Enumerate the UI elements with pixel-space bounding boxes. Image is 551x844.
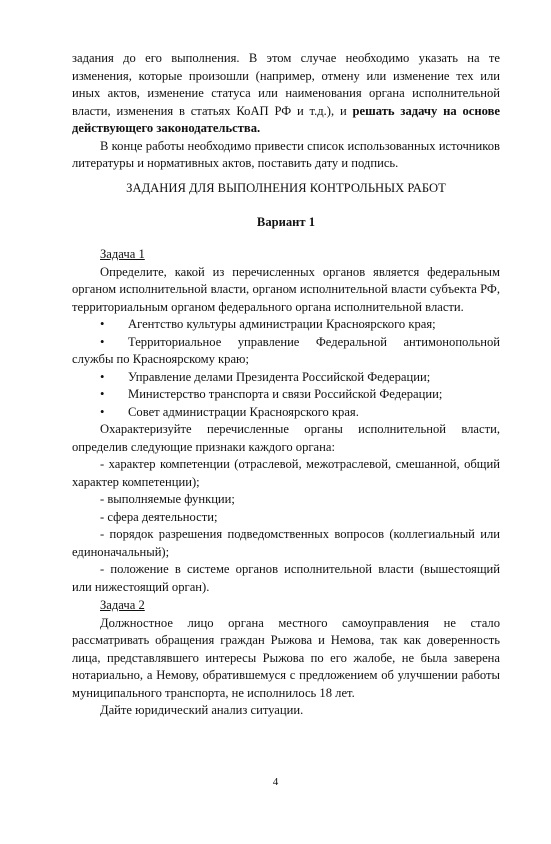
- task-1-question: Определите, какой из перечисленных органов является федеральным органом исполнительной власти, органом исполнительной власти субъекта РФ, территориальным органом федерального органа исполнительной власти.: [72, 264, 500, 314]
- bullet-icon: •: [100, 334, 105, 349]
- bullet-text: Агентство культуры администрации Красноярского края;: [128, 317, 436, 331]
- intro-section: [72, 50, 500, 173]
- bullet-item: [72, 316, 500, 334]
- bullet-icon: •: [100, 317, 105, 331]
- bullet-item: [72, 334, 500, 369]
- criteria-item: - выполняемые функции;: [100, 492, 235, 506]
- bullet-text: Управление делами Президента Российской Федерации;: [128, 369, 431, 384]
- page-number: 4: [272, 776, 279, 788]
- variant-title: [72, 214, 500, 232]
- criteria-item: - сфера деятельности;: [100, 509, 218, 524]
- bullet-item: [72, 369, 500, 387]
- task-1-characterize: Охарактеризуйте перечисленные органы исполнительной власти, определив следующие признаки каждого органа:: [72, 422, 500, 454]
- bullet-text: Территориальное управление Федеральной антимонопольной службы по Красноярскому краю;: [72, 334, 500, 366]
- bullet-text: Совет администрации Красноярского края.: [128, 404, 359, 419]
- bullet-icon: •: [100, 369, 105, 384]
- bullet-icon: •: [100, 404, 105, 419]
- task-2-heading: [72, 597, 500, 615]
- section-title: ЗАДАНИЯ ДЛЯ ВЫПОЛНЕНИЯ КОНТРОЛЬНЫХ РАБОТ: [126, 181, 446, 195]
- task-2-instruction: Дайте юридический анализ ситуации.: [100, 703, 304, 717]
- bullet-item: [72, 404, 500, 422]
- intro-bold-text: решать задачу на основе действующего законодательства.: [72, 103, 501, 135]
- bullet-icon: •: [100, 387, 105, 401]
- variant-title-text: Вариант 1: [256, 215, 316, 229]
- intro-paragraph-2: В конце работы необходимо привести список использованных источников литературы и нормативных актов, поставить дату и подпись.: [72, 138, 500, 170]
- task-2-heading-text: Задача 2: [100, 598, 145, 612]
- task-1: [72, 246, 500, 596]
- task-1-heading: [72, 246, 500, 264]
- criteria-item: - положение в системе органов исполнительной власти (вышестоящий или нижестоящий орган).: [72, 562, 500, 594]
- bullet-item: [72, 386, 500, 404]
- bullet-text: Министерство транспорта и связи Российской Федерации;: [128, 387, 443, 401]
- criteria-item: - порядок разрешения подведомственных вопросов (коллегиальный или единоначальный);: [72, 527, 500, 559]
- task-2: [72, 597, 500, 720]
- intro-paragraph-1: [72, 50, 500, 138]
- intro-text: задания до его выполнения. В этом случае необходимо указать на те изменения, которые произошли (например, отмену или изменение тех или иных актов, изменение статуса или наименования органа исполнительной власти, изменения в статьях КоАП РФ и т.д.), и: [72, 51, 500, 118]
- task-1-heading-text: Задача 1: [100, 247, 145, 261]
- task-2-text: Должностное лицо органа местного самоуправления не стало рассматривать обращения граждан Рыжова и Немова, так как доверенность лица, представлявшего интересы Рыжова по его жалобе, не была заверена нотариально, а Немову, обратившемуся с предложением об улучшении работы муниципального транспорта, не исполнилось 18 лет.: [72, 615, 500, 700]
- criteria-item: - характер компетенции (отраслевой, межотраслевой, смешанной, общий характер компетенции);: [72, 457, 500, 489]
